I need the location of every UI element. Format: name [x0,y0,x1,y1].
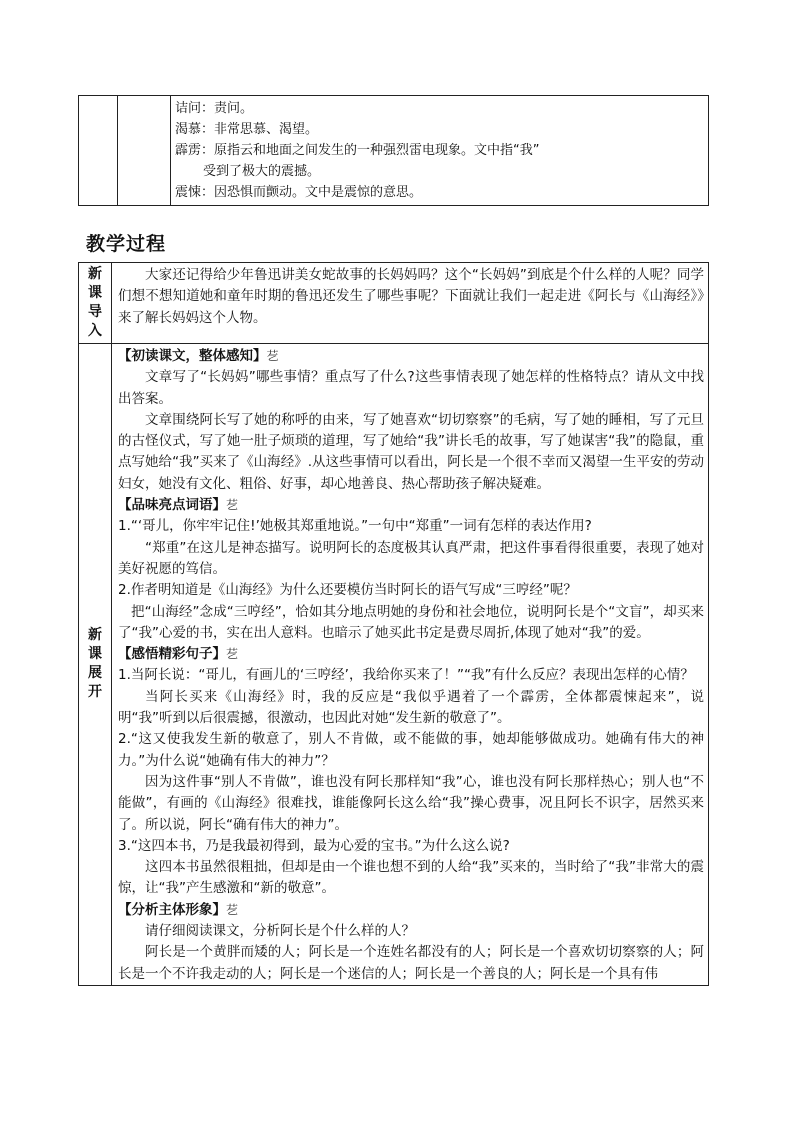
question: 文章写了“长妈妈”哪些事情？重点写了什么?这些事情表现了她怎样的性格特点？请从文中找出答案。 [118,369,704,407]
vocab-entry: 震悚：因恐惧而颤动。文中是震惊的意思。 [175,185,423,200]
lead-in-content [112,263,709,344]
vocab-entry: 诘问：责问。 [175,101,254,116]
answer: 当阿长买来《山海经》时，我的反应是“我似乎遇着了一个霹雳，全体都震悚起来”，说明“我”听到以后很震撼，很激动，也因此对她“发生新的敬意了”。 [118,688,704,727]
lead-in-label: 新 课 导 入 [79,263,112,344]
vocabulary-table [78,95,709,206]
vocab-entry: 霹雳：原指云和地面之间发生的一种强烈雷电现象。文中指“我” [175,143,540,158]
section-header-reading: 【初读课文，整体感知】䒗 [118,348,279,364]
answer: 因为这件事“别人不肯做”，谁也没有阿长那样知“我”心，谁也没有阿长那样热心；别人也“不能做”，有画的《山海经》很难找，谁能像阿长这么给“我”操心费事，况且阿长不识字，居然买来了。所以说，阿长“确有伟大的神力”。 [118,773,704,833]
paragraph-mark-icon: 䒗 [226,498,239,513]
vocab-empty-cell-1 [79,96,118,206]
answer: 把“山海经”念成“三哼经”，恰如其分地点明她的身份和社会地位，说明阿长是个“文盲”，却买来了“我”心爱的书，实在出人意料。也暗示了她买此书定是费尽周折,体现了她对“我”的爱。 [118,603,704,641]
question: 2.“这又使我发生新的敬意了，别人不肯做，或不能做的事，她却能够做成功。她确有伟大的神力。”为什么说“她确有伟大的神力”？ [118,731,704,769]
question: 3.“这四本书，乃是我最初得到，最为心爱的宝书。”为什么这么说? [118,837,510,854]
lead-in-row [79,263,709,344]
answer: 文章围绕阿长写了她的称呼的由来，写了她喜欢“切切察察”的毛病，写了她的睡相，写了元旦的古怪仪式，写了她一肚子烦琐的道理，写了她给“我”讲长毛的故事，写了她谋害“我”的隐鼠，重点写她给“我”买来了《山海经》.从这些事情可以看出，阿长是一个很不幸而又渴望一生平安的劳动妇女，她没有文化、粗俗、好事，却心地善良、热心帮助孩子解决疑难。 [118,411,704,492]
vocab-entry: 渴慕：非常思慕、渴望。 [175,122,319,137]
expand-row [79,344,709,986]
teaching-process-table [78,262,709,986]
paragraph-mark-icon: 䒗 [266,349,279,363]
expand-label: 新 课 展 开 [79,344,112,986]
question: 1.“‘哥儿，你牢牢记住!’她极其郑重地说。”一句中“郑重”一词有怎样的表达作用? [118,518,592,535]
lead-in-text: 大家还记得给少年鲁迅讲美女蛇故事的长妈妈吗？这个“长妈妈”到底是个什么样的人呢？同学们想不想知道她和童年时期的鲁迅还发生了哪些事呢？下面就让我们一起走进《阿长与《山海经》》来了解长妈妈这个人物。 [118,267,704,326]
answer: 阿长是一个黄胖而矮的人；阿长是一个连姓名都没有的人；阿长是一个喜欢切切察察的人；阿长是一个不许我走动的人；阿长是一个迷信的人；阿长是一个善良的人；阿长是一个具有伟 [118,944,704,982]
section-title: 教学过程 [86,233,167,255]
section-header-character: 【分析主体形象】䒗 [118,901,239,918]
section-header-words: 【品味亮点词语】䒗 [118,497,239,514]
vocab-empty-cell-2 [118,96,171,206]
answer: 这四本书虽然很粗拙，但却是由一个谁也想不到的人给“我”买来的，当时给了“我”非常大的震惊，让“我”产生感激和“新的敬意”。 [118,859,704,897]
paragraph-mark-icon: 䒗 [226,902,239,917]
question: 2.作者明知道是《山海经》为什么还要模仿当时阿长的语气写成“三哼经”呢？ [118,582,577,599]
answer: “郑重”在这儿是神态描写。说明阿长的态度极其认真严肃，把这件事看得很重要，表现了她对美好祝愿的笃信。 [118,539,704,577]
paragraph-mark-icon: 䒗 [226,647,239,662]
vocab-entry-continuation: 受到了极大的震撼。 [203,164,321,179]
section-header-sentences: 【感悟精彩句子】䒗 [118,646,239,663]
vocab-list [171,96,709,206]
expand-content [112,344,709,986]
question: 请仔细阅读课文，分析阿长是个什么样的人？ [145,923,415,940]
question: 1.当阿长说：“哥儿，有画儿的‘三哼经’，我给你买来了！”“我”有什么反应？表现出怎样的心情？ [118,667,694,684]
